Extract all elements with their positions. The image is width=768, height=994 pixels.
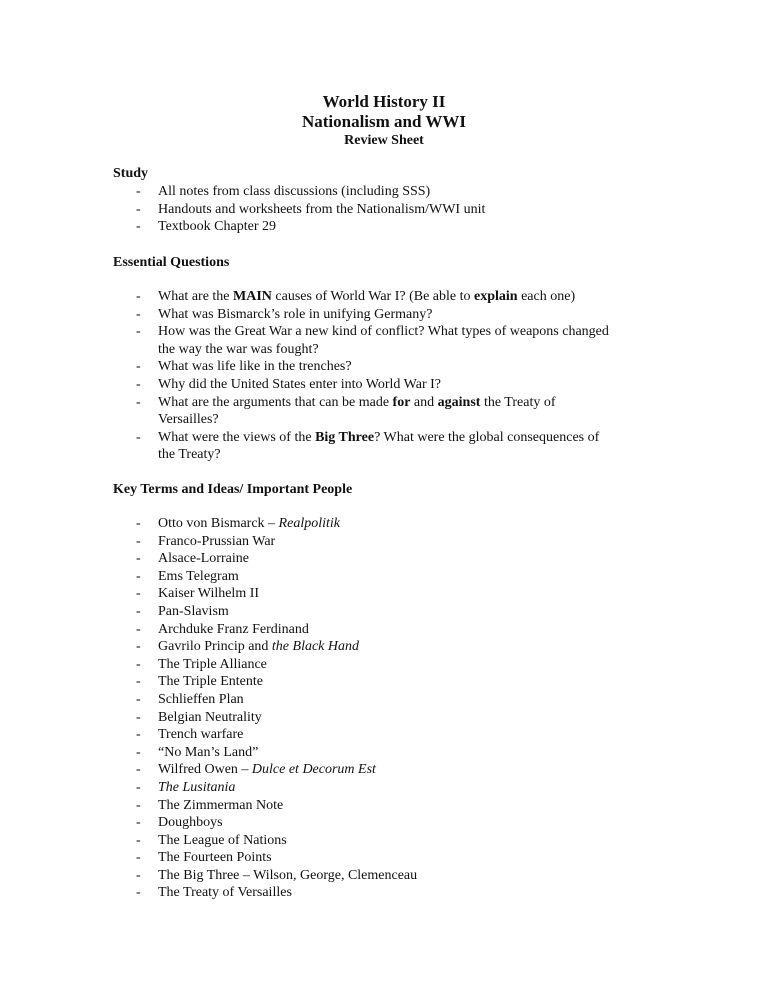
list-item: - All notes from class discussions (including SSS) [136, 184, 431, 199]
bullet-dash: - [136, 850, 141, 866]
course-title: World History II [322, 92, 446, 111]
study-heading: Study [113, 166, 149, 181]
term-text: Wilfred Owen – Dulce et Decorum Est [158, 762, 376, 778]
term-text: Trench warfare [158, 727, 244, 743]
list-item [0, 358, 658, 376]
list-item [0, 568, 658, 586]
list-item: - Handouts and worksheets from the Nationalism/WWI unit [136, 201, 486, 217]
list-item [0, 849, 658, 867]
bullet-dash: - [136, 779, 141, 795]
list-item [0, 429, 658, 464]
bullet-dash: - [136, 832, 141, 848]
bullet-dash: - [136, 201, 141, 217]
term-text: Alsace-Lorraine [158, 551, 249, 567]
term-text: The Lusitania [158, 779, 236, 795]
bullet-dash: - [136, 867, 141, 883]
list-item [0, 691, 658, 709]
list-item [0, 673, 658, 691]
essential-questions-heading: Essential Questions [113, 255, 230, 270]
unit-title: Nationalism and WWI [301, 112, 467, 131]
term-text: The Triple Alliance [158, 656, 267, 672]
list-item [0, 832, 658, 850]
question-text: What are the arguments that can be made for and against the Treaty of Versailles? [158, 394, 556, 428]
bullet-dash: - [136, 656, 141, 672]
term-text: Gavrilo Princip and the Black Hand [158, 639, 360, 655]
study-list [0, 183, 658, 236]
list-item [0, 867, 658, 885]
bullet-dash: - [136, 639, 141, 655]
question-text: Why did the United States enter into World War I? [158, 376, 441, 392]
bullet-dash: - [136, 621, 141, 637]
term-text: The Treaty of Versailles [158, 885, 292, 901]
bullet-dash: - [136, 709, 141, 725]
list-item: - Textbook Chapter 29 [136, 219, 276, 235]
bullet-dash: - [136, 516, 141, 531]
bullet-dash: - [136, 306, 141, 322]
bullet-dash: - [136, 691, 141, 707]
bullet-dash: - [136, 376, 141, 392]
list-item [0, 288, 658, 306]
question-text: What was life like in the trenches? [158, 359, 352, 375]
list-item [0, 709, 658, 727]
bullet-dash: - [136, 603, 141, 619]
term-text: Doughboys [158, 815, 223, 831]
key-terms-list [0, 515, 658, 902]
essential-questions-list [0, 288, 658, 464]
question-text: What are the MAIN causes of World War I? (Be able to explain each one) [158, 289, 576, 304]
question-text: What was Bismarck’s role in unifying Germany? [158, 306, 433, 322]
bullet-dash: - [136, 762, 141, 778]
list-item [0, 323, 658, 358]
bullet-dash: - [136, 815, 141, 831]
list-item [0, 585, 658, 603]
term-text: The Fourteen Points [158, 850, 272, 866]
term-text: Belgian Neutrality [158, 709, 262, 725]
bullet-dash: - [136, 744, 141, 760]
bullet-dash: - [136, 797, 141, 813]
term-text: Otto von Bismarck – Realpolitik [158, 516, 340, 531]
term-text: The Zimmerman Note [158, 797, 284, 813]
list-item [0, 394, 658, 429]
term-text: The Triple Entente [158, 674, 263, 690]
question-text: How was the Great War a new kind of conflict? What types of weapons changed the way the war was fought? [158, 324, 609, 357]
term-text: “No Man’s Land” [158, 744, 259, 760]
list-item [0, 814, 658, 832]
bullet-dash: - [136, 394, 141, 410]
term-text: Kaiser Wilhelm II [158, 586, 260, 602]
key-terms-heading: Key Terms and Ideas/ Important People [113, 482, 353, 497]
bullet-dash: - [136, 885, 141, 901]
list-item [0, 744, 658, 762]
bullet-dash: - [136, 551, 141, 567]
term-text: The Big Three – Wilson, George, Clemenceau [158, 867, 418, 883]
bullet-dash: - [136, 586, 141, 602]
term-text: The League of Nations [158, 832, 287, 848]
question-text: What were the views of the Big Three? What were the global consequences of the Treaty? [158, 429, 600, 463]
bullet-dash: - [136, 674, 141, 690]
bullet-dash: - [136, 219, 141, 235]
list-item [0, 761, 658, 779]
term-text: Pan-Slavism [158, 603, 229, 619]
term-text: Franco-Prussian War [158, 533, 276, 549]
list-item [0, 797, 658, 815]
list-item [0, 306, 658, 324]
list-item [0, 550, 658, 568]
list-item [0, 515, 658, 533]
bullet-dash: - [136, 359, 141, 375]
list-item [0, 884, 658, 902]
document-type: Review Sheet [344, 133, 424, 148]
list-item [0, 603, 658, 621]
term-text: Archduke Franz Ferdinand [158, 621, 309, 637]
bullet-dash: - [136, 568, 141, 584]
bullet-dash: - [136, 429, 141, 445]
term-text: Ems Telegram [158, 568, 239, 584]
list-item [0, 621, 658, 639]
bullet-dash: - [136, 184, 141, 199]
list-item [0, 533, 658, 551]
term-text: Schlieffen Plan [158, 691, 244, 707]
bullet-dash: - [136, 727, 141, 743]
bullet-dash: - [136, 533, 141, 549]
list-item [0, 376, 658, 394]
list-item [0, 726, 658, 744]
bullet-dash: - [136, 289, 141, 304]
bullet-dash: - [136, 324, 141, 340]
list-item [0, 656, 658, 674]
list-item [0, 779, 658, 797]
list-item [0, 638, 658, 656]
